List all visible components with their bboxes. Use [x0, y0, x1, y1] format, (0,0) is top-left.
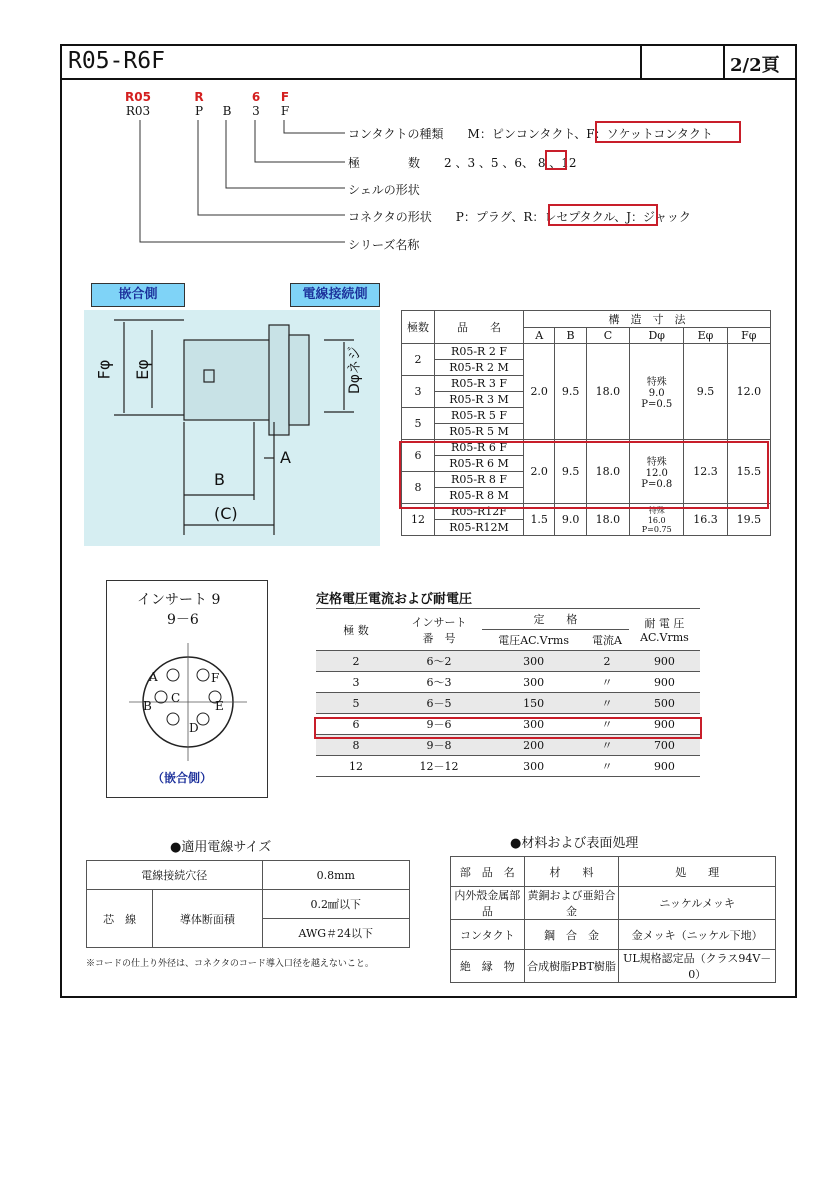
- highlight-9-6-row: [314, 717, 702, 739]
- material-title: ●材料および表面処理: [510, 836, 639, 851]
- insert-title: インサート 9: [137, 592, 221, 608]
- legend-series: シリーズ名称: [348, 238, 420, 252]
- mating-side-label: 嵌合側: [91, 283, 185, 307]
- dim-a: A: [280, 448, 291, 467]
- highlight-contact: [595, 121, 741, 143]
- insert-sub: 9－6: [167, 612, 199, 628]
- wire-table: 電線接続穴径 0.8mm 芯 線 導体断面積 0.2㎟以下 AWG＃24以下: [86, 860, 410, 948]
- wire-title: ●適用電線サイズ: [170, 840, 272, 855]
- highlight-receptacle: [548, 204, 658, 226]
- legend-shell: シェルの形状: [348, 183, 420, 197]
- material-table: 部 品 名 材 料 処 理 内外殻金属部品 黄銅および亜鉛合金 ニッケルメッキ コンタクト 鋼 合 金 金メッキ（ニッケル下地） 絶 縁 物 合成樹脂PBT樹脂 UL規格認定品（クラス94V－0）: [450, 856, 776, 983]
- dimension-table: 極数 品 名 構 造 寸 法 A B C Dφ Eφ Fφ 2 R05-R 2 F 2.0 9.5 18.0 特殊 9.0 P=0.5 9.5 12.0 R05-R 2 M 3 R05-R 3 F R05-R 3 M 5 R05-R 5 F R05-R 5 M 6 R05-R 6 F 2.0 9.5 18.0 特殊 12.0 P=0.8 12.3 15.5 R05-R 6 M 8 R05-R 8 F R05-R 8 M 12 R05-R12F 1.5 9.0 18.0 特殊 16.0 P=0.75 16.3 19.5 R05-R12M: [401, 310, 771, 536]
- dim-e: Eφ: [132, 359, 152, 380]
- code-shape: R P: [194, 90, 204, 118]
- highlight-6pole-row: [399, 441, 769, 509]
- dim-d: Dφネジ: [347, 345, 364, 395]
- header: [62, 46, 795, 80]
- insert-caption: （嵌合側）: [152, 771, 213, 785]
- connector-drawing: [84, 310, 380, 546]
- page-title: R05-R6F: [68, 48, 165, 74]
- legend-contact: コンタクトの種類 M：ピンコンタクト、F：ソケットコンタクト: [348, 127, 713, 141]
- code-lines: [110, 115, 350, 255]
- dim-c: (C): [214, 504, 238, 523]
- legend-poles: 極 数 2 、3 、5 、6、 8 、12: [348, 156, 577, 170]
- code-shell: B: [222, 104, 232, 118]
- wire-note: ※コードの仕上り外径は、コネクタのコード導入口径を越えないこと。: [86, 959, 374, 969]
- rating-table: 極 数 インサート 番 号 定 格 耐 電 圧 AC.Vrms 電圧AC.Vrms 電流A 2 6～2 300 2 900 3 6～3 300 〃 900 5 6－5 150 〃 500 6 9－6 300 〃 900 8 9－8 200 〃 700 12 12－12 300 〃 900: [316, 608, 700, 777]
- wire-side-label: 電線接続側: [290, 283, 380, 307]
- page-number: 2/2頁: [730, 55, 780, 76]
- rating-title: 定格電圧電流および耐電圧: [316, 592, 473, 607]
- code-contact: F F: [280, 90, 290, 118]
- insert-panel: インサート 9 9－6 A B C D E F （嵌合側）: [106, 580, 268, 798]
- dim-f: Fφ: [94, 359, 114, 380]
- legend-shape: コネクタの形状 P：プラグ、R：レセプタクル、J：ジャック: [348, 210, 691, 224]
- highlight-poles: [545, 150, 567, 170]
- dim-b: B: [214, 470, 225, 489]
- code-series: R05 R03: [125, 90, 151, 118]
- code-poles: 6 3: [251, 90, 261, 118]
